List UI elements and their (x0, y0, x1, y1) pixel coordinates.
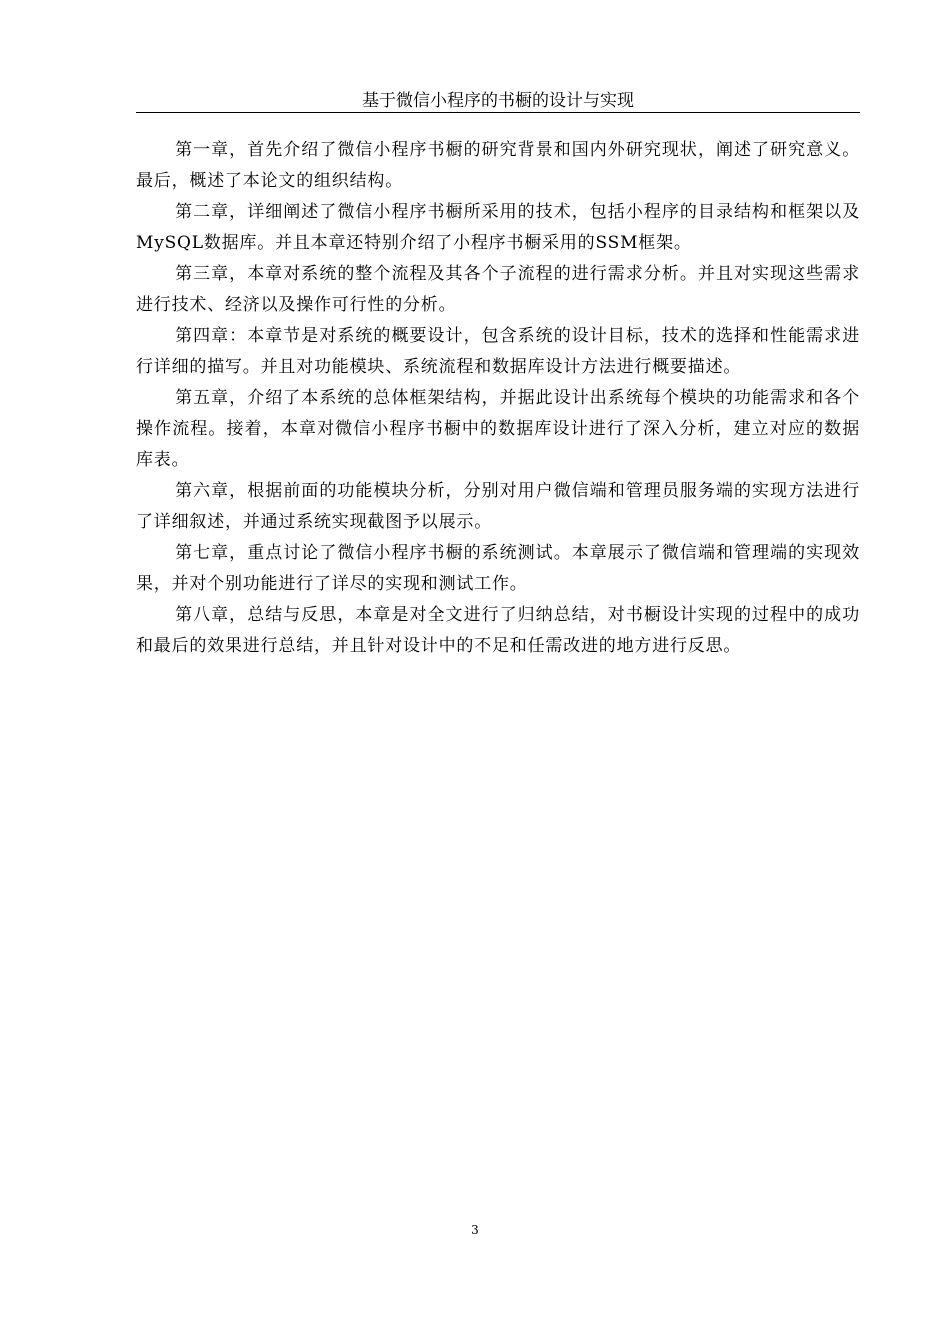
paragraph-chapter-7: 第七章，重点讨论了微信小程序书橱的系统测试。本章展示了微信端和管理端的实现效果，并对个别功能进行了详尽的实现和测试工作。 (136, 543, 860, 594)
paragraph-chapter-5: 第五章，介绍了本系统的总体框架结构，并据此设计出系统每个模块的功能需求和各个操作流程。接着，本章对微信小程序书橱中的数据库设计进行了深入分析，建立对应的数据库表。 (136, 388, 860, 470)
paragraph-chapter-6: 第六章，根据前面的功能模块分析，分别对用户微信端和管理员服务端的实现方法进行了详细叙述，并通过系统实现截图予以展示。 (136, 481, 860, 532)
header-title: 基于微信小程序的书橱的设计与实现 (362, 91, 634, 111)
paragraph-chapter-8: 第八章，总结与反思，本章是对全文进行了归纳总结，对书橱设计实现的过程中的成功和最后的效果进行总结，并且针对设计中的不足和任需改进的地方进行反思。 (136, 605, 860, 656)
paragraph-chapter-1: 第一章，首先介绍了微信小程序书橱的研究背景和国内外研究现状，阐述了研究意义。最后，概述了本论文的组织结构。 (136, 140, 860, 191)
paragraph-chapter-3: 第三章，本章对系统的整个流程及其各个子流程的进行需求分析。并且对实现这些需求进行技术、经济以及操作可行性的分析。 (136, 264, 860, 315)
paragraph-chapter-4: 第四章：本章节是对系统的概要设计，包含系统的设计目标，技术的选择和性能需求进行详细的描写。并且对功能模块、系统流程和数据库设计方法进行概要描述。 (136, 326, 860, 377)
page-number: 3 (471, 1223, 479, 1237)
body-text (136, 135, 860, 662)
page-header (136, 90, 860, 113)
paragraph-chapter-2: 第二章，详细阐述了微信小程序书橱所采用的技术，包括小程序的目录结构和框架以及MySQL数据库。并且本章还特别介绍了小程序书橱采用的SSM框架。 (136, 202, 860, 253)
